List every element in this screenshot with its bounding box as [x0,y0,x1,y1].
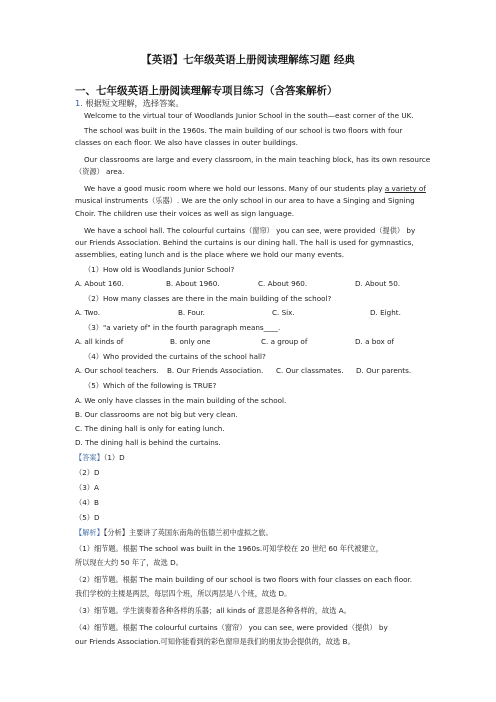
analysis-line: 我们学校的主楼是两层，每层四个班，所以两层是八个班，故选 D。 [75,589,292,598]
analysis-line: （3）细节题。学生演奏着各种各样的乐器；all kinds of 意思是各种各样的，故选 A。 [75,606,351,615]
option-a: A. Two. [75,308,100,317]
question-number: 1. [75,98,83,108]
analysis-line: our Friends Association.可知你能看到的彩色窗帘是我们的朋友协会提供的，故选 B。 [75,637,355,646]
option-c: C. Six. [272,308,295,317]
analysis-label: 【解析】 [75,528,104,537]
analysis-line: （2）细节题。根据 The main building of our school is two floors with four classes on each floor. [75,575,413,584]
option-c: C. Our classmates. [276,366,344,375]
passage-line: musical instruments（乐器）. We are the only school in our area to have a Singing and Signing [75,196,415,205]
question-heading [75,98,184,109]
option-c: C. About 960. [258,279,308,288]
question-stem: （3）"a variety of" in the fourth paragraph means____. [84,323,281,332]
option-b: B. only one [170,337,211,346]
option-c: C. a group of [261,337,308,346]
question-stem: （1）How old is Woodlands Junior School? [84,265,235,274]
answer-item: （4）B [75,498,99,507]
passage-line: classes on each floor. We also have classes in outer buildings. [75,138,298,147]
underlined-phrase: a variety of [384,184,426,193]
question-stem: （2）How many classes are there in the main building of the school? [84,294,332,303]
document-title: 【英语】七年级英语上册阅读理解练习题 经典 [141,54,355,66]
analysis-line: （4）细节题。根据 The colourful curtains（窗帘） you can see, were provided（提供） by [75,623,388,632]
option-b: B. Our Friends Association. [167,366,264,375]
answer-block [75,452,420,463]
option-c: C. The dining hall is only for eating lunch. [75,424,225,433]
passage-line: The school was built in the 1960s. The main building of our school is two floors with four [84,126,403,135]
passage-line: Welcome to the virtual tour of Woodlands Junior School in the south—east corner of the UK. [84,111,414,120]
analysis-line: （1）细节题。根据 The school was built in the 1960s.可知学校在 20 世纪 60 年代被建立， [75,544,383,553]
analysis-line: 所以现在大约 50 年了，故选 D。 [75,558,183,567]
option-b: B. Four. [178,308,205,317]
option-a: A. We only have classes in the main building of the school. [75,396,287,405]
section-heading: 一、七年级英语上册阅读理解专项目练习（含答案解析） [75,85,338,97]
passage-line: Our classrooms are large and every classroom, in the main teaching block, has its own resource [84,155,431,164]
passage-line: Choir. The children use their voices as well as sign language. [75,209,295,218]
answer-item: （3）A [75,483,99,492]
option-a: A. About 160. [75,279,124,288]
answer-item: （2）D [75,468,100,477]
option-b: B. Our classrooms are not big but very clean. [75,410,238,419]
option-d: D. About 50. [355,279,401,288]
answer-label: 【答案】 [75,453,104,462]
question-prompt: 根据短文理解，选择答案。 [85,98,184,108]
passage-line: our Friends Association. Behind the curtains is our dining hall. The hall is used for gymnastics, [75,238,414,247]
option-d: D. Our parents. [356,366,412,375]
question-stem: （4）Who provided the curtains of the school hall? [84,352,266,361]
analysis-intro [75,527,420,538]
option-b: B. About 1960. [166,279,220,288]
option-d: D. Eight. [370,308,401,317]
answer-item: （1）D [103,453,125,462]
passage-line: assemblies, eating lunch and is the place where we hold our many events. [75,250,345,259]
option-a: A. Our school teachers. [75,366,159,375]
passage-line: We have a school hall. The colourful curtains（窗帘） you can see, were provided（提供） by [84,226,416,235]
passage-line [84,183,429,194]
passage-line: （资源） area. [75,167,125,176]
passage-text: We have a good music room where we hold our lessons. Many of our students play [84,184,385,193]
option-d: D. a box of [355,337,394,346]
question-stem: （5）Which of the following is TRUE? [84,381,217,390]
option-d: D. The dining hall is behind the curtains. [75,438,221,447]
analysis-summary: 【分析】主要讲了英国东南角的伍德兰初中虚拟之旅。 [103,528,273,537]
option-a: A. all kinds of [75,337,124,346]
answer-item: （5）D [75,513,100,522]
